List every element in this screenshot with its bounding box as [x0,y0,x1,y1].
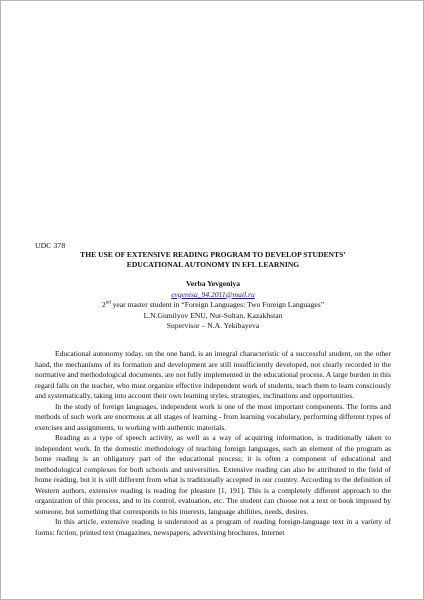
body-paragraph-1: Educational autonomy today, on the one hand, is an integral characteristic of a successful student, on the other hand, the mechanisms of its formation and development are still insufficiently developed, not clearly recorded in the normative and methodological documents, are not fully implemented in the educational process. A large burden in this regard falls on the teacher, who must organize effective independent work of students, teach them to learn consciously and systematically, taking into account their own learning styles, strategies, inclinations and opportunities. [35,349,391,400]
title-line-1: THE USE OF EXTENSIVE READING PROGRAM TO DEVELOP STUDENTS’ [80,250,346,259]
author-affiliation: L.N.Gumilyov ENU, Nur-Sultan, Kazakhstan [143,310,283,320]
author-year-suffix: nd [105,300,111,306]
author-position-text: year master student in “Foreign Languages: Two Foreign Languages” [110,300,325,310]
author-name: Verba Yevgeniya [185,279,241,288]
article-title [41,250,385,270]
body-paragraph-3: Reading as a type of speech activity, as well as a way of acquiring information, is traditionally taken to independent work. In the domestic methodology of teaching foreign languages, such an element of the program as home reading is an obligatory part of the educational process; it is often a component of educational and methodological complexes for both schools and universities. Extensive reading can also be attributed to the field of home reading, but it is still different from what is traditionally accepted in our country. According to the definition of Western authors, extensive reading is reading for pleasure [1, 191]. This is a completely different approach to the organization of this process, and to its control, evaluation, etc. The student can choose not a text or book imposed by someone, but something that corresponds to his interests, language abilities, needs, desires. [35,433,391,516]
body-paragraph-4: In this article, extensive reading is understood as a program of reading foreign-language text in a variety of forms: fiction, printed text (magazines, newspapers, advertising brochures, Internet [35,517,391,537]
body-paragraph-2: In the study of foreign languages, independent work is one of the most important components. The forms and methods of such work are enormous at all stages of learning - from learning vocabulary, performing different types of exercises and assignments, to working with authentic materials. [35,401,391,432]
udc-code: UDC 378 [35,241,66,250]
author-block [41,279,385,332]
author-position [41,300,385,311]
author-email-link[interactable]: evgenisa_94.2011@mail.ru [171,289,255,299]
title-line-2: EDUCATIONAL AUTONOMY IN EFL LEARNING [126,260,300,269]
article-body [35,349,391,538]
author-supervisor: Supervisor – N.A. Yekibayeva [166,321,260,331]
author-year: 2 [101,300,106,310]
